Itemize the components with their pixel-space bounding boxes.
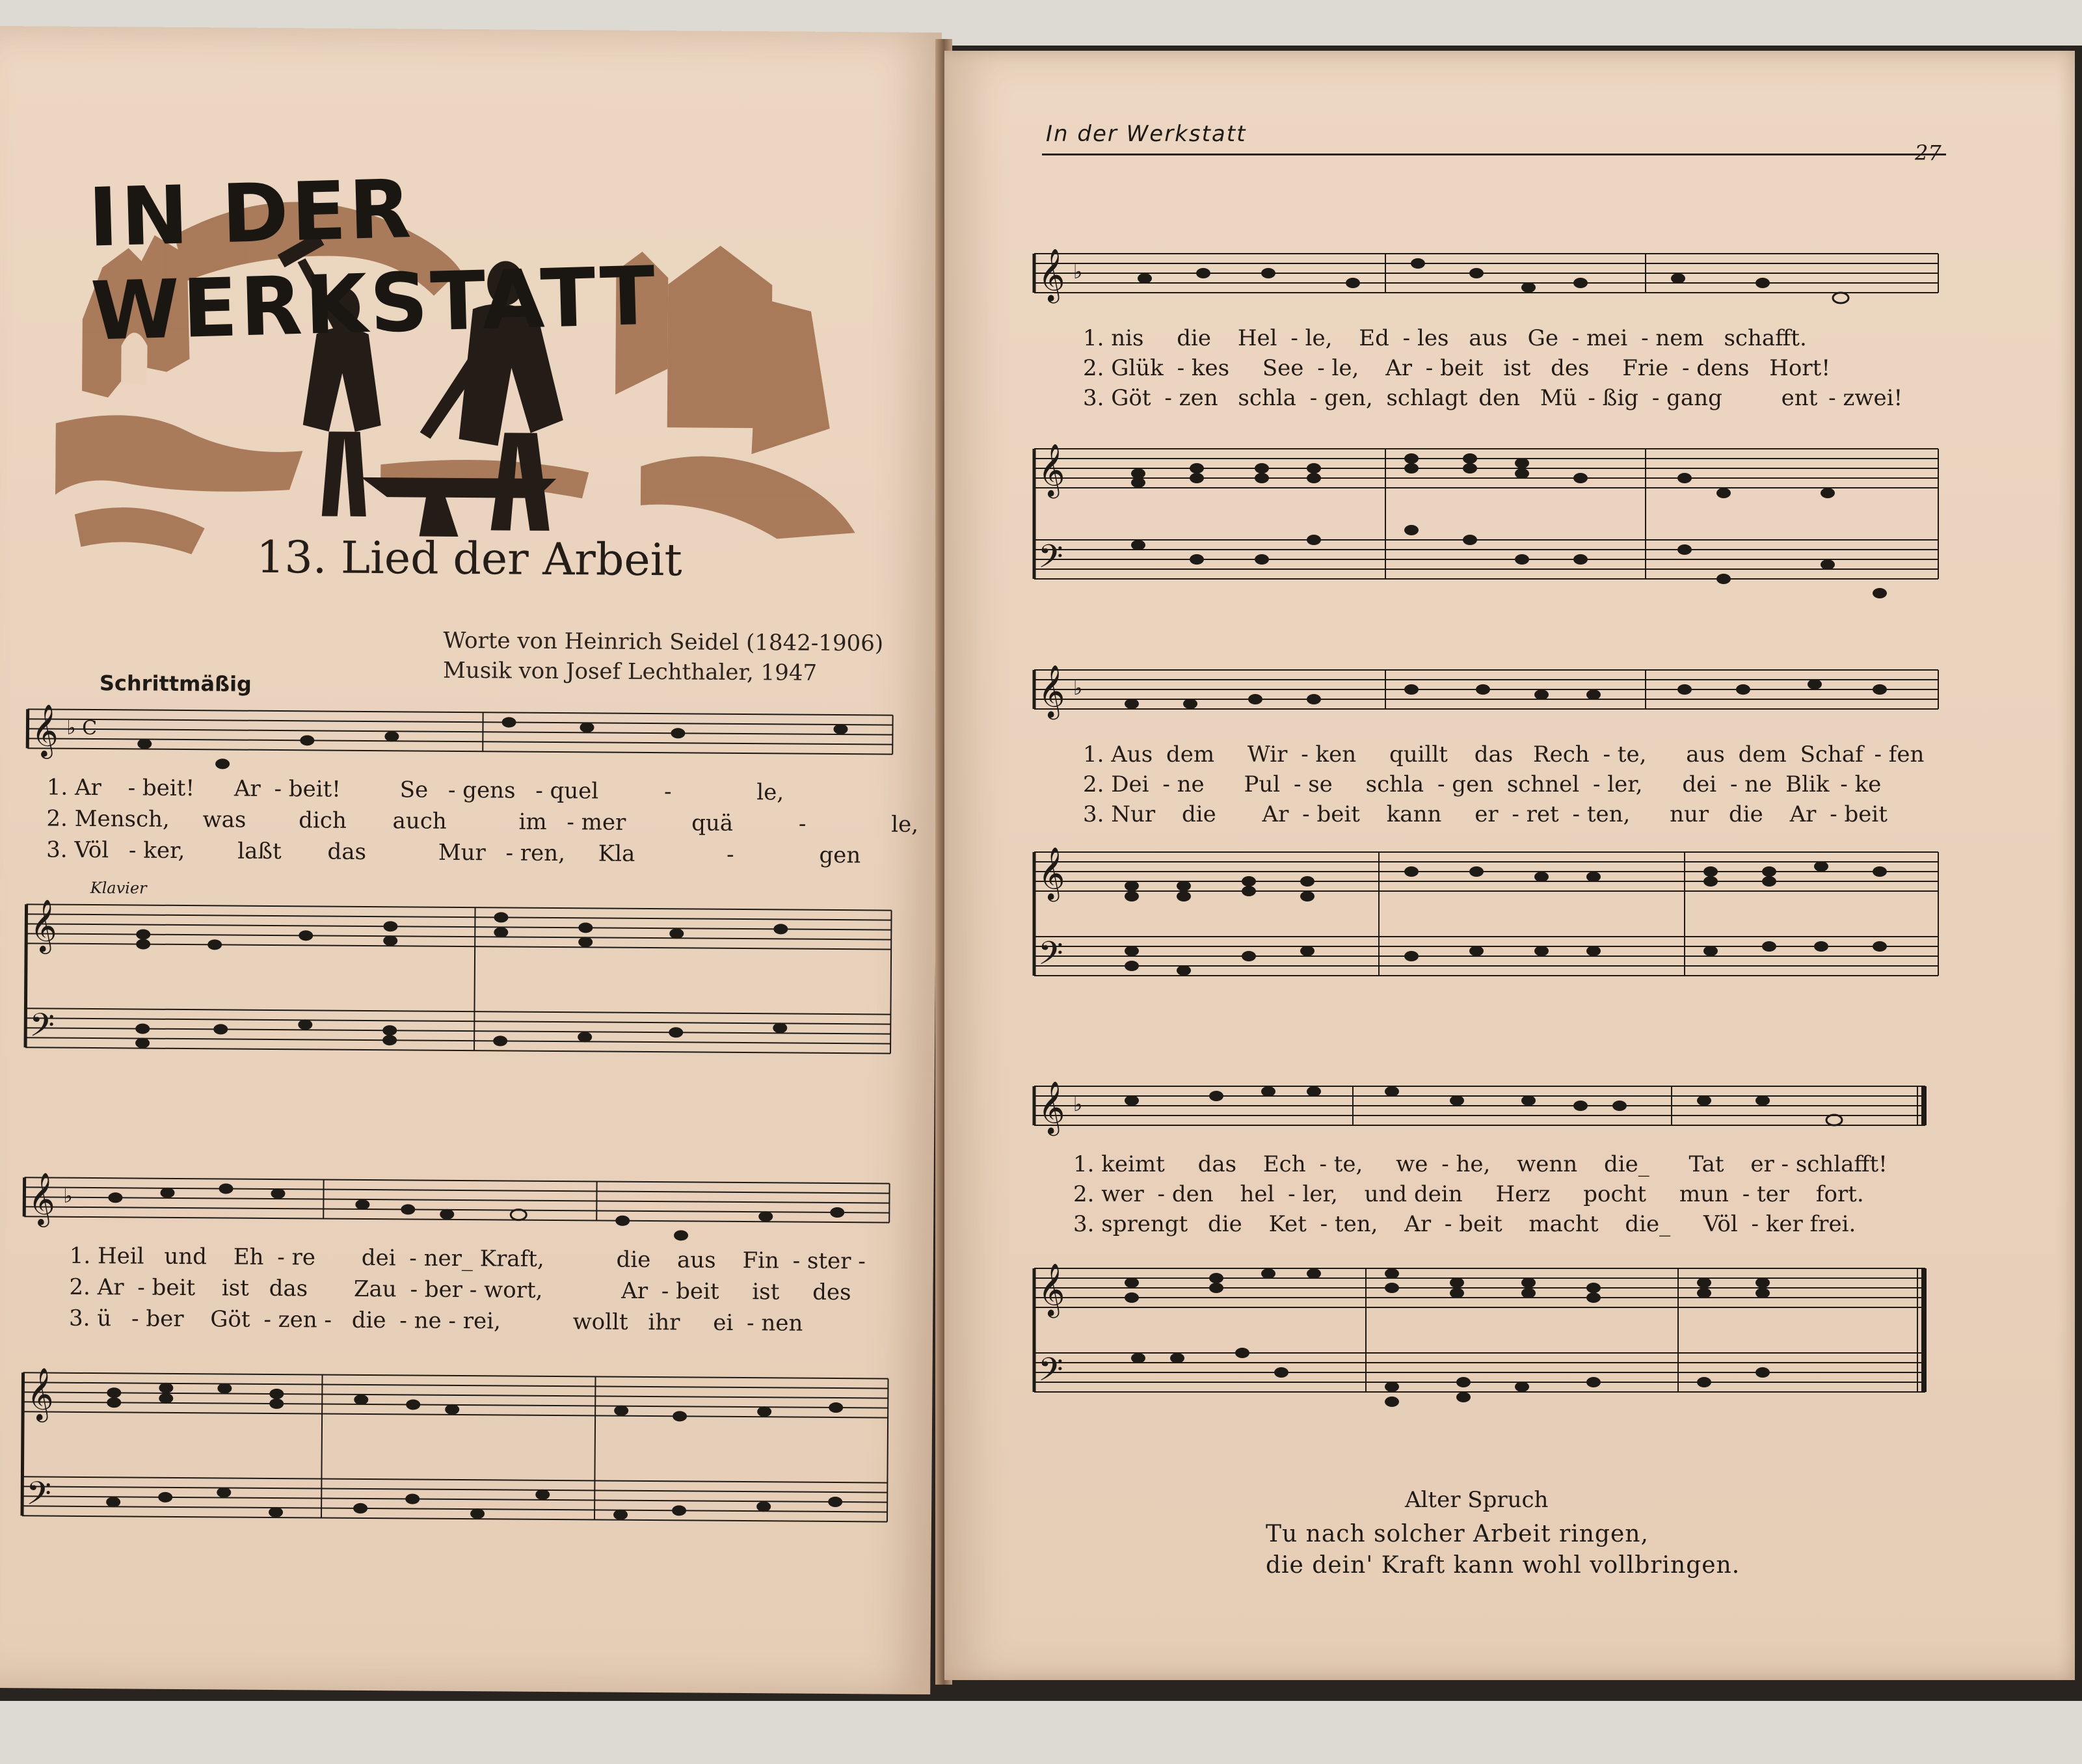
syllable: 2. Glük: [1083, 355, 1164, 381]
header-rule: [1042, 154, 1946, 155]
syllable: - ret: [1512, 801, 1559, 827]
syllable: Völ: [1703, 1211, 1738, 1237]
syllable: hel: [1240, 1181, 1275, 1207]
syllable: - kes: [1177, 355, 1230, 381]
syllable: dem: [1166, 742, 1215, 768]
svg-text:𝄞: 𝄞: [27, 1367, 54, 1421]
piano-grand-staff: [1034, 442, 1945, 605]
syllable: macht: [1528, 1211, 1599, 1237]
lyric-line-3: [1083, 801, 1888, 827]
syllable: Ar: [1789, 801, 1817, 827]
syllable: schnel: [1506, 771, 1580, 797]
syllable: mun: [1679, 1181, 1729, 1207]
syllable: Ar: [234, 775, 261, 802]
saying-line: Tu nach solcher Arbeit ringen,: [1266, 1521, 1649, 1547]
syllable: - gens: [447, 777, 516, 804]
syllable: Ket: [1268, 1211, 1307, 1237]
syllable: Ge: [1527, 325, 1558, 351]
syllable: 2. wer: [1073, 1181, 1144, 1207]
syllable: - gang: [1651, 385, 1722, 411]
syllable: ist: [752, 1279, 780, 1305]
svg-text:𝄞: 𝄞: [1038, 846, 1065, 900]
syllable: Zau: [353, 1276, 397, 1303]
syllable: die_: [1625, 1211, 1671, 1237]
syllable: - mer: [567, 809, 626, 836]
svg-text:𝄞: 𝄞: [28, 1171, 56, 1225]
svg-text:𝄞: 𝄞: [31, 703, 59, 757]
svg-text:𝄞: 𝄞: [1038, 1263, 1065, 1316]
lyric-line-2: [69, 1274, 851, 1305]
saying-title: Alter Spruch: [1405, 1487, 1549, 1513]
syllable: das: [327, 838, 367, 865]
syllable: -: [726, 841, 734, 868]
syllable: das: [269, 1275, 308, 1302]
syllable: - mei: [1571, 325, 1628, 351]
syllable: - ker frei.: [1751, 1211, 1856, 1237]
syllable: 1. Ar: [46, 774, 102, 801]
syllable: den: [1478, 385, 1521, 411]
syllable: aus: [1469, 325, 1508, 351]
syllable: - beit: [661, 1278, 719, 1305]
syllable: 2. Dei: [1083, 771, 1149, 797]
syllable: - zwei!: [1828, 385, 1903, 411]
piano-grand-staff: [22, 1366, 895, 1534]
syllable: die: [616, 1246, 651, 1274]
syllable: Pul: [1244, 771, 1281, 797]
syllable: schafft.: [1724, 325, 1807, 351]
syllable: 3. Nur: [1083, 801, 1156, 827]
syllable: aus: [1686, 742, 1725, 768]
syllable: die: [1207, 1211, 1242, 1237]
svg-text:𝄞: 𝄞: [1038, 664, 1065, 717]
saying-line: die dein' Kraft kann wohl vollbringen.: [1266, 1552, 1741, 1579]
syllable: - ster -: [792, 1248, 866, 1275]
syllable: kann: [1386, 801, 1442, 827]
syllable: die: [351, 1307, 386, 1334]
piano-label: Klavier: [90, 879, 147, 898]
syllable: - ten,: [1320, 1211, 1378, 1237]
syllable: - gen: [1437, 771, 1494, 797]
syllable: dei: [1682, 771, 1717, 797]
syllable: - ker,: [128, 837, 185, 864]
syllable: aus: [676, 1247, 716, 1274]
syllable: wollt: [572, 1309, 628, 1335]
syllable: ist: [221, 1275, 250, 1302]
syllable: - te,: [1319, 1151, 1363, 1177]
syllable: - ler,: [1592, 771, 1643, 797]
syllable: Göt: [210, 1306, 250, 1333]
svg-text:𝄢: 𝄢: [1038, 1351, 1063, 1396]
syllable: Frie: [1622, 355, 1669, 381]
svg-text:𝄢: 𝄢: [1038, 935, 1063, 980]
syllable: - dens: [1681, 355, 1750, 381]
syllable: - gen,: [1309, 385, 1373, 411]
syllable: - beit!: [274, 775, 341, 803]
syllable: 3. Göt: [1083, 385, 1151, 411]
lyric-line-1: [1073, 1151, 1888, 1177]
syllable: le,: [756, 779, 784, 806]
syllable: das: [1474, 742, 1514, 768]
syllable: pocht: [1583, 1181, 1647, 1207]
syllable: - re: [277, 1244, 316, 1271]
svg-text:♭: ♭: [1073, 261, 1083, 284]
syllable: - ber: [131, 1305, 184, 1333]
syllable: - he,: [1441, 1151, 1491, 1177]
syllable: - beit!: [127, 775, 195, 802]
lyric-line-3: [1083, 385, 1902, 411]
syllable: Blik: [1785, 771, 1830, 797]
syllable: Ar: [621, 1277, 648, 1305]
syllable: - zen -: [263, 1306, 332, 1333]
syllable: Kla: [598, 840, 635, 867]
syllable: die: [1729, 801, 1763, 827]
syllable: -: [663, 779, 672, 805]
syllable: See: [1262, 355, 1304, 381]
syllable: - beit: [1302, 801, 1360, 827]
lyric-line-2: [46, 806, 918, 838]
syllable: Ar: [1404, 1211, 1432, 1237]
svg-text:𝄞: 𝄞: [1038, 1080, 1065, 1134]
syllable: - ter: [1742, 1181, 1790, 1207]
piano-grand-staff: [1034, 1262, 1945, 1418]
syllable: Mü: [1540, 385, 1577, 411]
voice-staff: [1034, 247, 1945, 299]
syllable: - fen: [1874, 742, 1925, 768]
page-number: 27: [1915, 140, 1942, 165]
svg-text:𝄞: 𝄞: [1038, 248, 1065, 301]
syllable: ihr: [648, 1309, 680, 1336]
syllable: die: [1181, 801, 1216, 827]
syllable: - beit: [1425, 355, 1484, 381]
syllable: - beit: [1444, 1211, 1502, 1237]
syllable: schla: [1365, 771, 1424, 797]
syllable: 1. Heil: [69, 1242, 144, 1270]
syllable: das: [1197, 1151, 1237, 1177]
syllable: -: [798, 810, 807, 837]
syllable: - beit: [1830, 801, 1888, 827]
svg-text:𝄢: 𝄢: [29, 1006, 55, 1052]
syllable: - nem: [1641, 325, 1704, 351]
syllable: - ne - rei,: [399, 1307, 501, 1335]
syllable: - ler,: [1288, 1181, 1338, 1207]
syllable: die: [1177, 325, 1212, 351]
page-heading: IN DER WERKSTATT: [87, 162, 660, 359]
svg-text:𝄞: 𝄞: [1038, 443, 1065, 496]
syllable: 1. nis: [1083, 325, 1144, 351]
left-page: [0, 26, 942, 1694]
svg-text:♭: ♭: [1073, 677, 1083, 700]
svg-text:𝄞: 𝄞: [30, 898, 58, 952]
syllable: ist: [1503, 355, 1531, 381]
syllable: er: [1475, 801, 1499, 827]
syllable: Ech: [1262, 1151, 1306, 1177]
syllable: Se: [399, 777, 429, 803]
syllable: des: [812, 1279, 851, 1306]
voice-staff: [27, 702, 900, 760]
syllable: er - schlafft!: [1750, 1151, 1888, 1177]
syllable: - ren,: [505, 840, 566, 867]
syllable: Herz: [1495, 1181, 1551, 1207]
syllable: we: [1396, 1151, 1428, 1177]
syllable: wenn: [1517, 1151, 1578, 1177]
syllable: quillt: [1389, 742, 1448, 768]
svg-text:𝄢: 𝄢: [1038, 538, 1063, 583]
lyric-line-1: [1083, 742, 1924, 768]
syllable: - le,: [1290, 325, 1333, 351]
svg-text:♭: ♭: [63, 1184, 73, 1208]
syllable: schla: [1238, 385, 1296, 411]
lyric-line-1: [1083, 325, 1807, 351]
syllable: - ne: [1730, 771, 1772, 797]
svg-text:♭ C: ♭ C: [66, 716, 98, 740]
syllable: - quel: [535, 777, 599, 805]
syllable: - se: [1293, 771, 1333, 797]
syllable: dem: [1738, 742, 1787, 768]
syllable: 3. sprengt: [1073, 1211, 1188, 1237]
voice-staff: [24, 1171, 896, 1229]
syllable: - les: [1402, 325, 1449, 351]
syllable: und dein: [1364, 1181, 1463, 1207]
syllable: ent: [1781, 385, 1818, 411]
syllable: nur: [1670, 801, 1709, 827]
tempo-marking: Schrittmäßig: [99, 671, 252, 697]
syllable: 1. Aus: [1083, 742, 1153, 768]
syllable: 3. ü: [68, 1305, 112, 1332]
piano-grand-staff: [1034, 846, 1945, 995]
syllable: - le,: [1317, 355, 1359, 381]
syllable: laßt: [237, 838, 282, 865]
syllable: - den: [1157, 1181, 1214, 1207]
voice-staff: [1034, 1080, 1945, 1132]
syllable: was: [202, 807, 247, 833]
syllable: fort.: [1815, 1181, 1864, 1207]
syllable: im: [518, 808, 547, 835]
syllable: le,: [891, 811, 919, 838]
syllable: Fin: [742, 1248, 780, 1274]
lyric-line-3: [46, 837, 861, 869]
syllable: die_: [1603, 1151, 1649, 1177]
piano-grand-staff: [25, 898, 898, 1066]
syllable: 1. keimt: [1073, 1151, 1165, 1177]
lyric-line-2: [1083, 771, 1881, 797]
syllable: - ten,: [1572, 801, 1631, 827]
syllable: - ken: [1301, 742, 1357, 768]
syllable: Rech: [1533, 742, 1590, 768]
syllable: Tat: [1688, 1151, 1724, 1177]
lyric-line-2: [1083, 355, 1830, 381]
syllable: Hort!: [1769, 355, 1830, 381]
syllable: quä: [691, 810, 734, 836]
lyric-line-3: [1073, 1211, 1856, 1237]
running-head: In der Werkstatt: [1046, 121, 1247, 147]
syllable: 2. Ar: [69, 1274, 124, 1301]
syllable: auch: [392, 808, 447, 835]
syllable: schlagt: [1386, 385, 1468, 411]
syllable: - te,: [1603, 742, 1647, 768]
syllable: - ke: [1840, 771, 1882, 797]
syllable: Mur: [438, 839, 486, 866]
lyric-line-1: [47, 775, 784, 806]
composer-credit: Musik von Josef Lechthaler, 1947: [442, 657, 818, 686]
syllable: Ar: [1385, 355, 1412, 381]
voice-staff: [1034, 663, 1945, 715]
syllable: Schaf: [1800, 742, 1863, 768]
syllable: - zen: [1164, 385, 1218, 411]
syllable: gen: [819, 842, 861, 869]
song-title: 13. Lied der Arbeit: [256, 531, 682, 587]
syllable: des: [1551, 355, 1590, 381]
syllable: - ber - wort,: [410, 1276, 543, 1303]
svg-text:𝄢: 𝄢: [25, 1475, 52, 1521]
syllable: - ne: [1162, 771, 1205, 797]
syllable: dich: [299, 807, 347, 834]
syllable: - beit: [137, 1274, 196, 1302]
syllable: 2. Mensch,: [46, 805, 170, 833]
syllable: 3. Völ: [46, 836, 109, 864]
syllable: Hel: [1237, 325, 1277, 351]
syllable: ei: [713, 1309, 734, 1336]
syllable: Ed: [1359, 325, 1389, 351]
syllable: dei: [361, 1244, 396, 1272]
syllable: Wir: [1247, 742, 1288, 768]
svg-text:♭: ♭: [1073, 1093, 1083, 1116]
syllable: - nen: [746, 1310, 803, 1337]
lyric-line-1: [70, 1243, 866, 1275]
lyric-line-3: [69, 1305, 803, 1337]
syllable: Ar: [1262, 801, 1289, 827]
syllable: Eh: [233, 1244, 264, 1270]
syllable: - ner_ Kraft,: [409, 1245, 544, 1272]
syllable: - ßig: [1588, 385, 1639, 411]
syllable: und: [164, 1243, 207, 1270]
lyricist-credit: Worte von Heinrich Seidel (1842-1906): [443, 627, 884, 657]
lyric-line-2: [1073, 1181, 1864, 1207]
